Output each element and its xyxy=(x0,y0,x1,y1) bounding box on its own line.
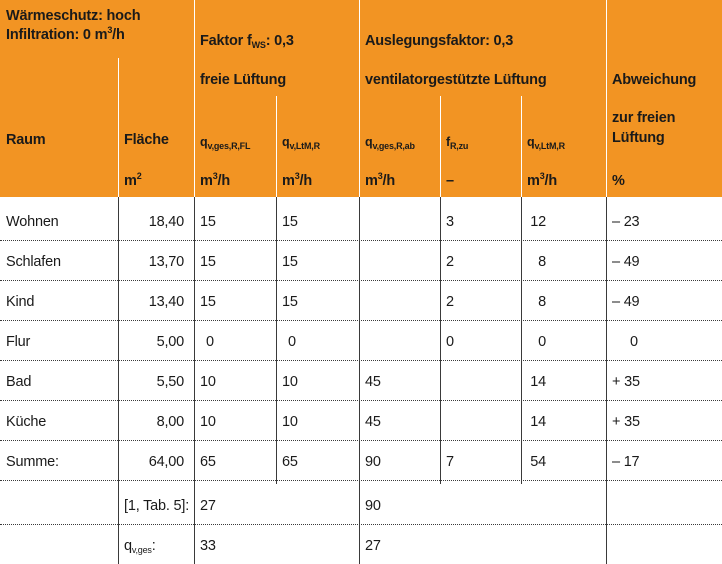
q-ltm-header: $q_{v,LtM,R}$ xyxy=(282,135,320,151)
unit-m3h: $m^3/h$ xyxy=(527,171,558,189)
cell-q2: 15 xyxy=(282,254,298,270)
freie-lueftung-label: freie Lüftung xyxy=(200,72,287,88)
cell-flaeche: 64,00 xyxy=(148,454,184,470)
ventilator-lueftung-label: ventilatorgestützte Lüftung xyxy=(365,72,547,88)
cell-q1: 65 xyxy=(200,454,216,470)
column-divider xyxy=(606,197,607,564)
cell-q1: 15 xyxy=(200,254,216,270)
cell-q4: 8 xyxy=(538,294,546,310)
cell-abw: 0 xyxy=(630,334,638,350)
cell-q3: 45 xyxy=(365,374,381,390)
cell-q4: 14 xyxy=(530,414,546,430)
q-ges-fl-header: $q_{v,ges,R,FL}$ xyxy=(200,135,251,151)
cell-q2: 0 xyxy=(288,334,296,350)
cell-q1: 15 xyxy=(200,214,216,230)
cell-q4: 14 xyxy=(530,374,546,390)
cell-raum: Flur xyxy=(6,334,31,350)
cell-raum: Wohnen xyxy=(6,214,59,230)
cell-flaeche: 5,00 xyxy=(156,334,184,350)
unit-percent: % xyxy=(612,173,625,189)
header-divider xyxy=(606,0,607,197)
cell-q2: 10 xyxy=(282,414,298,430)
cell-abw: + 35 xyxy=(612,374,640,390)
cell-flaeche: 13,40 xyxy=(148,294,184,310)
waermeschutz-label: Wärmeschutz: hoch xyxy=(6,8,141,24)
cell-q3: 45 xyxy=(365,414,381,430)
q-ltm-vent-header: $q_{v,LtM,R}$ xyxy=(527,135,565,151)
cell-f: 3 xyxy=(446,214,454,230)
cell-raum: Küche xyxy=(6,414,47,430)
column-divider xyxy=(194,197,195,564)
cell-abw: + 35 xyxy=(612,414,640,430)
cell-q2: 10 xyxy=(282,374,298,390)
row-separator xyxy=(0,480,722,481)
zur-freien-label: zur freien xyxy=(612,110,676,126)
cell-f: 7 xyxy=(446,454,454,470)
cell-q4: 54 xyxy=(530,454,546,470)
ref-q3: 90 xyxy=(365,498,381,514)
faktor-fws-label: Faktor $f_{WS}$: 0,3 xyxy=(200,33,294,50)
row-separator xyxy=(0,360,722,361)
unit-m2: $m^2$ xyxy=(124,171,142,189)
header-divider xyxy=(276,96,277,197)
header-divider xyxy=(521,96,522,197)
cell-q2: 15 xyxy=(282,294,298,310)
cell-raum: Summe: xyxy=(6,454,59,470)
ref-label: [1, Tab. 5]: xyxy=(124,498,190,514)
q-ges-ab-header: $q_{v,ges,R,ab}$ xyxy=(365,135,415,151)
qges-q3: 27 xyxy=(365,538,381,554)
cell-q1: 10 xyxy=(200,374,216,390)
cell-q1: 0 xyxy=(206,334,214,350)
ref-q1: 27 xyxy=(200,498,216,514)
header-divider xyxy=(359,0,360,197)
cell-flaeche: 18,40 xyxy=(148,214,184,230)
cell-q2: 65 xyxy=(282,454,298,470)
abweichung-label: Abweichung xyxy=(612,72,697,88)
flaeche-header: Fläche xyxy=(124,132,169,148)
raum-header: Raum xyxy=(6,132,46,148)
cell-q4: 0 xyxy=(538,334,546,350)
row-separator xyxy=(0,524,722,525)
auslegungsfaktor-label: Auslegungsfaktor: 0,3 xyxy=(365,33,514,49)
row-separator xyxy=(0,440,722,441)
row-separator xyxy=(0,280,722,281)
cell-flaeche: 8,00 xyxy=(156,414,184,430)
cell-q1: 15 xyxy=(200,294,216,310)
row-separator xyxy=(0,400,722,401)
unit-dash: – xyxy=(446,173,454,189)
qges-q1: 33 xyxy=(200,538,216,554)
header-divider xyxy=(118,58,119,197)
cell-f: 2 xyxy=(446,254,454,270)
cell-flaeche: 5,50 xyxy=(156,374,184,390)
qges-label: $q_{v,ges}$: xyxy=(124,538,156,555)
row-separator xyxy=(0,320,722,321)
cell-q2: 15 xyxy=(282,214,298,230)
column-divider xyxy=(118,197,119,564)
cell-f: 2 xyxy=(446,294,454,310)
f-zu-header: $f_{R,zu}$ xyxy=(446,135,469,151)
infiltration-label: Infiltration: 0 $m^3/h$ xyxy=(6,25,125,43)
cell-abw: – 49 xyxy=(612,294,640,310)
cell-abw: – 23 xyxy=(612,214,640,230)
unit-m3h: $m^3/h$ xyxy=(200,171,231,189)
cell-raum: Bad xyxy=(6,374,32,390)
cell-abw: – 17 xyxy=(612,454,640,470)
cell-f: 0 xyxy=(446,334,454,350)
unit-m3h: $m^3/h$ xyxy=(282,171,313,189)
column-divider xyxy=(359,197,360,564)
cell-q4: 8 xyxy=(538,254,546,270)
cell-q3: 90 xyxy=(365,454,381,470)
header-divider xyxy=(194,0,195,197)
cell-q4: 12 xyxy=(530,214,546,230)
cell-q1: 10 xyxy=(200,414,216,430)
cell-flaeche: 13,70 xyxy=(148,254,184,270)
cell-abw: – 49 xyxy=(612,254,640,270)
header-divider xyxy=(440,96,441,197)
unit-m3h: $m^3/h$ xyxy=(365,171,396,189)
lueftung-label: Lüftung xyxy=(612,130,665,146)
row-separator xyxy=(0,240,722,241)
cell-raum: Schlafen xyxy=(6,254,61,270)
cell-raum: Kind xyxy=(6,294,35,310)
